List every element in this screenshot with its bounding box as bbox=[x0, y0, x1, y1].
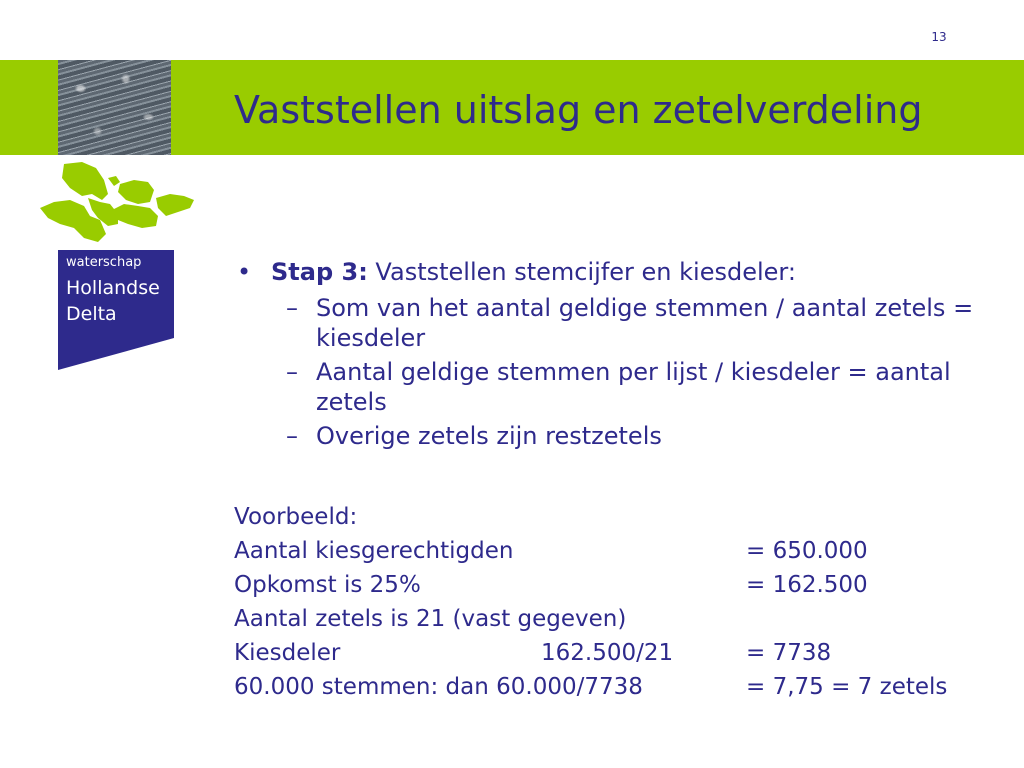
example-label: Aantal kiesgerechtigden bbox=[234, 538, 514, 564]
sub-item-text: Aantal geldige stemmen per lijst / kiesdeler = aantal zetels bbox=[316, 358, 951, 416]
example-value: = 162.500 bbox=[746, 572, 868, 598]
example-heading: Voorbeeld: bbox=[234, 504, 358, 530]
bullet-text: Vaststellen stemcijfer en kiesdeler: bbox=[367, 258, 796, 286]
slide-number: 13 bbox=[931, 30, 947, 44]
example-label: Aantal zetels is 21 (vast gegeven) bbox=[234, 606, 627, 632]
logo-line-1: waterschap bbox=[66, 255, 142, 270]
example-label: Opkomst is 25% bbox=[234, 572, 421, 598]
sub-item-text: Som van het aantal geldige stemmen / aantal zetels = kiesdeler bbox=[316, 294, 974, 352]
sub-item-text: Overige zetels zijn restzetels bbox=[316, 422, 662, 450]
water-photo bbox=[58, 60, 171, 155]
example-mid: 162.500/21 bbox=[541, 640, 674, 666]
main-content bbox=[234, 255, 994, 451]
sub-item: – Som van het aantal geldige stemmen / aantal zetels = kiesdeler bbox=[286, 294, 974, 352]
slide-title: Vaststellen uitslag en zetelverdeling bbox=[234, 88, 923, 132]
logo-line-2: Hollandse bbox=[66, 277, 160, 299]
sub-item: – Overige zetels zijn restzetels bbox=[286, 422, 662, 450]
example-label: Kiesdeler bbox=[234, 640, 341, 666]
sub-item: – Aantal geldige stemmen per lijst / kiesdeler = aantal zetels bbox=[286, 358, 951, 416]
bullet-bold: Stap 3: bbox=[271, 258, 368, 286]
logo-line-3: Delta bbox=[66, 303, 117, 325]
bullet-dot: • bbox=[237, 258, 252, 286]
example-value: = 7738 bbox=[746, 640, 832, 666]
islands-map-icon bbox=[38, 158, 198, 248]
example-value: = 650.000 bbox=[746, 538, 868, 564]
bullet-item bbox=[234, 255, 994, 289]
example-label: 60.000 stemmen: dan 60.000/7738 bbox=[234, 674, 643, 700]
example-value: = 7,75 = 7 zetels bbox=[746, 674, 948, 700]
